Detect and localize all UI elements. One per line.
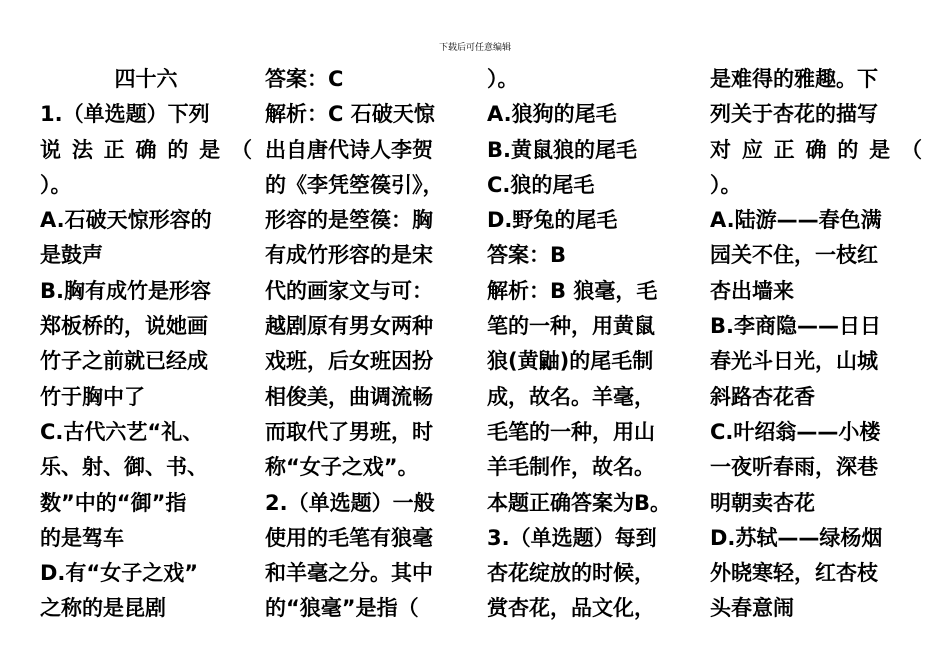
text-line: 说法正确的是（: [40, 137, 252, 162]
text-column-2: [265, 62, 477, 627]
text-line: 是难得的雅趣。下: [710, 67, 878, 91]
text-line: 杏花绽放的时候，: [487, 561, 655, 586]
text-line: 和羊毫之分。其中: [265, 561, 433, 586]
text-line: 而取代了男班，时: [265, 419, 433, 444]
text-line: 列关于杏花的描写: [710, 102, 878, 127]
text-line: 解析：C 石破天惊: [265, 102, 435, 127]
section-number: 四十六: [114, 67, 178, 91]
text-line: 是鼓声: [40, 243, 103, 268]
text-line: 的“狼毫”是指（: [265, 596, 419, 621]
text-line: 乐、射、御、书、: [40, 455, 208, 480]
text-line: A.陆游——春色满: [710, 208, 882, 233]
text-line: 春光斗日光，山城: [710, 349, 878, 374]
text-line: 郑板桥的，说她画: [40, 314, 208, 339]
text-line: ）。: [487, 67, 519, 91]
text-line: 明朝卖杏花: [710, 490, 815, 515]
text-line: 竹子之前就已经成: [40, 349, 208, 374]
text-line: ）。: [40, 172, 72, 197]
text-line: 成，故名。羊毫，: [487, 384, 655, 409]
text-line: 1.（单选题）下列: [40, 102, 210, 127]
text-line: 称“女子之戏”。: [265, 455, 419, 480]
text-line: 斜路杏花香: [710, 384, 815, 409]
text-line: ）。: [710, 172, 742, 197]
text-line: 赏杏花，品文化，: [487, 596, 655, 621]
text-line: C.叶绍翁——小楼: [710, 419, 881, 444]
page-header-note: 下载后可任意编辑: [438, 43, 511, 53]
text-line: 一夜听春雨，深巷: [710, 455, 878, 480]
text-line: 越剧原有男女两种: [265, 314, 433, 339]
text-line: 头春意闹: [710, 596, 794, 621]
text-line: 使用的毛笔有狼毫: [265, 525, 433, 550]
text-line: 杏出墙来: [710, 278, 794, 303]
text-line: 答案：B: [487, 243, 567, 268]
text-line: 代的画家文与可：: [265, 278, 433, 303]
text-line: B.李商隐——日日: [710, 314, 881, 339]
text-line: B.胸有成竹是形容: [40, 278, 211, 303]
text-line: 形容的是箜篌：胸: [265, 208, 433, 233]
text-line: 狼(黄鼬)的尾毛制: [487, 349, 654, 374]
text-line: 竹于胸中了: [40, 384, 145, 409]
text-line: 毛笔的一种，用山: [487, 419, 655, 444]
text-line: 的《李凭箜篌引》，: [265, 172, 444, 197]
text-line: D.野兔的尾毛: [487, 208, 618, 233]
text-line: 外晓寒轻，红杏枝: [710, 561, 878, 586]
text-line: 园关不住，一枝红: [710, 243, 878, 268]
text-line: B.黄鼠狼的尾毛: [487, 137, 637, 162]
text-line: 出自唐代诗人李贺: [265, 137, 433, 162]
text-line: A.石破天惊形容的: [40, 208, 212, 233]
text-line: 戏班，后女班因扮: [265, 349, 433, 374]
text-line: 对应正确的是（: [710, 137, 922, 162]
text-line: C.古代六艺“礼、: [40, 419, 204, 444]
text-line: 的是驾车: [40, 525, 124, 550]
text-line: 有成竹形容的是宋: [265, 243, 433, 268]
text-line: 之称的是昆剧: [40, 596, 166, 621]
text-line: D.有“女子之戏”: [40, 561, 199, 586]
text-column-1: [40, 62, 252, 627]
text-line: A.狼狗的尾毛: [487, 102, 617, 127]
text-line: 答案：C: [265, 67, 344, 91]
text-column-4: [710, 62, 922, 627]
text-line: 3.（单选题）每到: [487, 525, 657, 550]
text-line: D.苏轼——绿杨烟: [710, 525, 883, 550]
text-line: 2.（单选题）一般: [265, 490, 435, 515]
text-line: 数”中的“御”指: [40, 490, 187, 515]
text-line: 解析：B 狼毫，毛: [487, 278, 658, 303]
text-column-3: [487, 62, 699, 627]
text-line: 羊毛制作，故名。: [487, 455, 655, 480]
text-line: 本题正确答案为B。: [487, 490, 672, 515]
text-line: C.狼的尾毛: [487, 172, 595, 197]
text-line: 笔的一种，用黄鼠: [487, 314, 655, 339]
text-line: 相俊美，曲调流畅: [265, 384, 433, 409]
